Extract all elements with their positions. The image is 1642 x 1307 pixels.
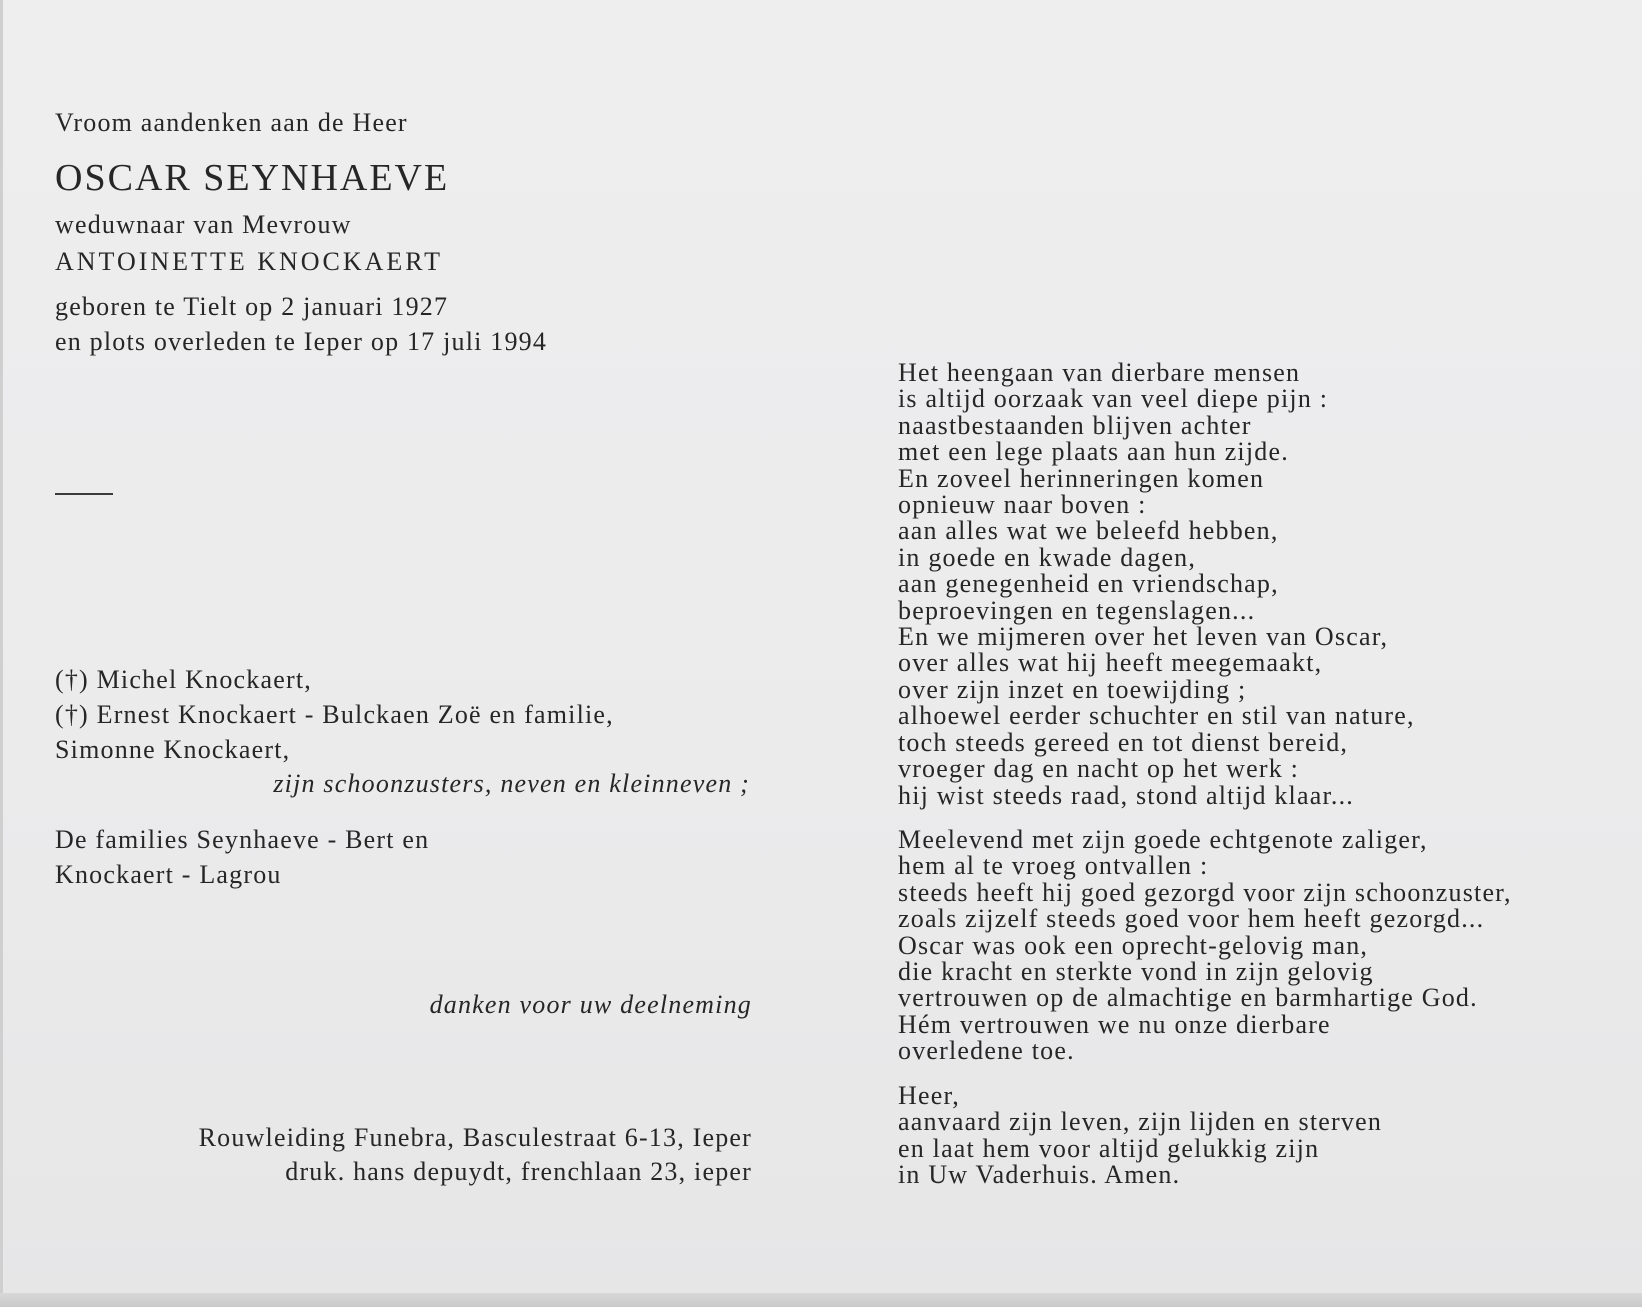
families-line-1: De families Seynhaeve - Bert en — [55, 825, 430, 854]
poem-line: vertrouwen op de almachtige en barmhartige God. — [898, 983, 1478, 1013]
poem-line: steeds heeft hij goed gezorgd voor zijn schoonzuster, — [898, 877, 1512, 907]
poem-line: overledene toe. — [898, 1036, 1075, 1066]
poem-line: met een lege plaats aan hun zijde. — [898, 437, 1289, 467]
separator-dash — [55, 493, 113, 495]
poem-line: Hém vertrouwen we nu onze dierbare — [898, 1009, 1331, 1039]
family-line-2: (†) Ernest Knockaert - Bulckaen Zoë en familie, — [55, 700, 614, 729]
family-line-1: (†) Michel Knockaert, — [55, 665, 312, 694]
poem-line: hij wist steeds raad, stond altijd klaar... — [898, 780, 1354, 810]
family-role: zijn schoonzusters, neven en kleinneven ; — [273, 769, 750, 798]
poem-line: opnieuw naar boven : — [898, 490, 1147, 520]
poem-line: Oscar was ook een oprecht-gelovig man, — [898, 930, 1369, 960]
widower-of-line: weduwnaar van Mevrouw — [55, 210, 352, 239]
poem-line: zoals zijzelf steeds goed voor hem heeft gezorgd... — [898, 904, 1485, 934]
poem-line: alhoewel eerder schuchter en stil van nature, — [898, 701, 1415, 731]
card-bottom-edge — [0, 1293, 1642, 1307]
poem-stanza-2 — [898, 827, 1512, 1065]
poem-line: Het heengaan van dierbare mensen — [898, 358, 1301, 387]
poem-line: hem al te vroeg ontvallen : — [898, 851, 1209, 881]
poem-line: aanvaard zijn leven, zijn lijden en sterven — [898, 1107, 1383, 1137]
card-left-edge — [0, 0, 3, 1307]
poem-line: over zijn inzet en toewijding ; — [898, 674, 1247, 704]
birth-line: geboren te Tielt op 2 januari 1927 — [55, 292, 449, 321]
poem-line: naastbestaanden blijven achter — [898, 410, 1252, 440]
poem-stanza-3 — [898, 1083, 1382, 1189]
poem-line: toch steeds gereed en tot dienst bereid, — [898, 727, 1349, 757]
family-line-3: Simonne Knockaert, — [55, 735, 291, 764]
death-line: en plots overleden te Ieper op 17 juli 1994 — [55, 327, 548, 356]
printer-line: druk. hans depuydt, frenchlaan 23, ieper — [285, 1157, 752, 1186]
poem-line: die kracht en sterkte vond in zijn gelovig — [898, 957, 1374, 987]
poem-line: En zoveel herinneringen komen — [898, 463, 1265, 493]
poem-line: beproevingen en tegenslagen... — [898, 595, 1256, 625]
poem-line: en laat hem voor altijd gelukkig zijn — [898, 1133, 1320, 1163]
deceased-name: OSCAR SEYNHAEVE — [55, 157, 450, 199]
poem-line: En we mijmeren over het leven van Oscar, — [898, 622, 1389, 652]
poem-line: Heer, — [898, 1081, 960, 1110]
poem-stanza-1 — [898, 360, 1415, 809]
poem-line: in Uw Vaderhuis. Amen. — [898, 1160, 1181, 1190]
memorial-heading: Vroom aandenken aan de Heer — [55, 108, 408, 137]
poem-line: Meelevend met zijn goede echtgenote zaliger, — [898, 825, 1428, 854]
thanks-line: danken voor uw deelneming — [429, 990, 752, 1019]
spouse-name: ANTOINETTE KNOCKAERT — [55, 247, 443, 276]
poem-line: over alles wat hij heeft meegemaakt, — [898, 648, 1323, 678]
poem-line: vroeger dag en nacht op het werk : — [898, 754, 1300, 784]
poem-line: aan alles wat we beleefd hebben, — [898, 516, 1279, 546]
families-line-2: Knockaert - Lagrou — [55, 860, 282, 889]
poem-line: is altijd oorzaak van veel diepe pijn : — [898, 384, 1329, 414]
funeral-director: Rouwleiding Funebra, Basculestraat 6-13, Ieper — [198, 1123, 752, 1152]
poem-line: in goede en kwade dagen, — [898, 542, 1197, 572]
poem-line: aan genegenheid en vriendschap, — [898, 569, 1279, 599]
